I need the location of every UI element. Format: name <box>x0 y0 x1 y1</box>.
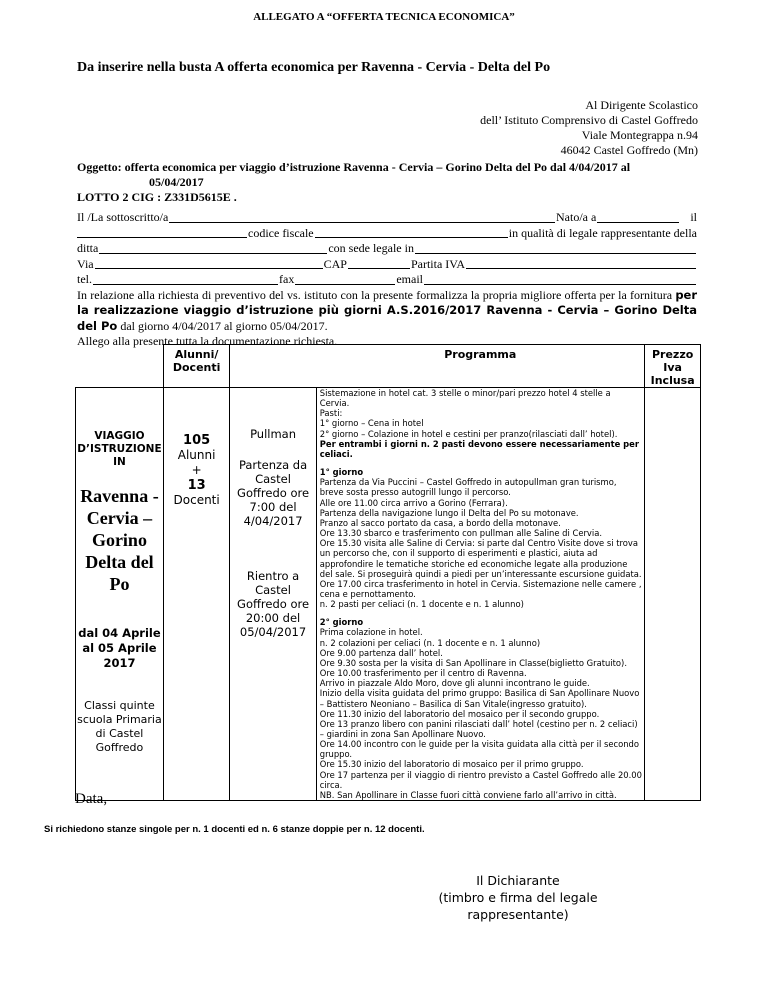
program-line: Inizio della visita guidata del primo gruppo: Basilica di San Apollinare Nuovo – Battistero Neoniano – Basilica di San Vitale(ingresso gratuito). <box>319 688 640 709</box>
partita-iva-field[interactable] <box>466 257 696 270</box>
declarant-label: Il Dichiarante <box>476 873 560 888</box>
day-title: 2° giorno <box>319 617 364 628</box>
fax-field[interactable] <box>295 272 395 285</box>
recipient-line: dell’ Istituto Comprensivo di Castel Goffredo <box>480 113 698 127</box>
program-line: n. 2 pasti per celiaci (n. 1 docente e n. 1 alunno) <box>319 599 524 610</box>
transport-mode: Pullman <box>250 427 297 441</box>
recipient-line: 46042 Castel Goffredo (Mn) <box>560 143 698 157</box>
sede-field[interactable] <box>415 241 696 254</box>
tel-field[interactable] <box>93 272 278 285</box>
form-line <box>77 241 697 257</box>
participants-cell <box>163 388 229 801</box>
via-field[interactable] <box>95 257 323 270</box>
program-line: Prima colazione in hotel. <box>319 627 423 638</box>
rooms-footnote: Si richiedono stanze singole per n. 1 docenti ed n. 6 stanze doppie per n. 12 docenti. <box>44 824 425 835</box>
field-label: con sede legale in <box>328 241 414 255</box>
program-line: Alle ore 11.00 circa arrivo a Gorino (Ferrara). <box>319 497 508 508</box>
program-intro <box>320 388 643 439</box>
program-line: Arrivo in piazzale Aldo Moro, dove gli alunni incontrano le guide. <box>319 678 590 689</box>
program-line: Partenza della navigazione lungo il Delta del Po su motonave. <box>319 507 579 518</box>
trip-dates: dal 04 Aprile al 05 Aprile 2017 <box>78 626 161 670</box>
paragraph-bold-text: per la realizzazione viaggio d’istruzione più giorni A.S.2016/2017 Ravenna - Cervia – Gorino Delta del Po <box>77 287 698 333</box>
celiac-note: Per entrambi i giorni n. 2 pasti devono essere necessariamente per celiaci. <box>319 438 639 459</box>
birthdate-field[interactable] <box>77 226 247 239</box>
field-label: Via <box>77 256 94 271</box>
codice-fiscale-field[interactable] <box>315 226 508 239</box>
docenti-label: Docenti <box>173 493 220 507</box>
field-label: Partita IVA <box>410 256 466 271</box>
program-line: Partenza da Via Puccini – Castel Goffredo in autopullman gran turismo, breve sosta presso autogrill lungo il percorso. <box>319 477 617 498</box>
table-header-row <box>76 345 701 388</box>
alunni-label: Alunni <box>177 448 216 462</box>
departure-info: Partenza da Castel Goffredo ore 7:00 del 4/04/2017 <box>237 458 310 528</box>
program-line: Ore 17.00 circa trasferimento in hotel in Cervia. Sistemazione nelle camere , cena e pernottamento. <box>319 578 642 599</box>
offer-paragraph <box>77 288 697 335</box>
header-programma: Programma <box>316 345 645 388</box>
program-line: Ore 9.00 partenza dall’ hotel. <box>319 647 443 658</box>
trip-cell <box>76 388 164 801</box>
field-label: fax <box>279 272 295 286</box>
form-line <box>77 272 697 288</box>
alunni-count: 105 <box>183 433 211 448</box>
program-line: NB. San Apollinare in Classe fuori città conviene farlo all’arrivo in città. <box>319 789 617 800</box>
table-row <box>76 388 701 801</box>
subject-line: Oggetto: offerta economica per viaggio d’istruzione Ravenna - Cervia – Gorino Delta del Po dal 4/04/2017 al <box>77 160 631 174</box>
price-cell[interactable] <box>645 388 701 801</box>
birthplace-field[interactable] <box>597 210 679 223</box>
day-title: 1° giorno <box>319 467 364 478</box>
program-line: Sistemazione in hotel cat. 3 stelle o minor/pari prezzo hotel 4 stelle a Cervia. <box>319 388 611 409</box>
ditta-field[interactable] <box>99 241 327 254</box>
paragraph-text: dal giorno 4/04/2017 al giorno 05/04/2017. <box>120 318 328 333</box>
form-line <box>77 257 697 273</box>
field-label: il <box>690 210 697 224</box>
program-line: Pranzo al sacco portato da casa, a bordo della motonave. <box>319 517 561 528</box>
field-label: email <box>396 272 423 286</box>
field-label: in qualità di legale rappresentante della <box>508 225 697 240</box>
field-label: ditta <box>77 241 99 255</box>
header-alunni: Alunni/ Docenti <box>163 345 229 388</box>
signature-block <box>388 872 648 923</box>
recipient-line: Viale Montegrappa n.94 <box>581 128 698 142</box>
declaration-form <box>77 210 697 350</box>
program-cell <box>316 388 645 801</box>
day1-program <box>320 477 643 609</box>
subject-line: 05/04/2017 <box>149 175 204 189</box>
header-empty-cell <box>76 345 164 388</box>
field-label: codice fiscale <box>248 225 314 240</box>
program-line: Ore 14.00 incontro con le guide per la visita guidata alla città per il secondo gruppo. <box>319 739 639 760</box>
field-label: Il /La sottoscritto/a <box>77 210 169 224</box>
cap-field[interactable] <box>348 257 410 270</box>
trip-label: VIAGGIO D’ISTRUZIONE IN <box>77 430 162 468</box>
recipient-block <box>480 98 698 158</box>
header-empty-cell <box>230 345 316 388</box>
form-line <box>77 226 697 242</box>
return-info: Rientro a Castel Goffredo ore 20:00 del 05/04/2017 <box>237 569 310 639</box>
trip-classes: Classi quinte scuola Primaria di Castel Goffredo <box>77 699 162 754</box>
document-subtitle: Da inserire nella busta A offerta economica per Ravenna - Cervia - Delta del Po <box>77 60 551 75</box>
program-line: Ore 10.00 trasferimento per il centro di Ravenna. <box>319 668 527 679</box>
name-field[interactable] <box>169 210 555 223</box>
recipient-line: Al Dirigente Scolastico <box>585 98 698 112</box>
program-line: 2° giorno – Colazione in hotel e cestini per pranzo(rilasciati dall’ hotel). <box>319 428 618 439</box>
program-line: 1° giorno – Cena in hotel <box>319 418 424 429</box>
date-label: Data, <box>75 791 108 807</box>
program-line: Ore 17 partenza per il viaggio di rientro previsto a Castel Goffredo alle 20.00 circa. <box>319 769 642 790</box>
stamp-signature-label: (timbro e firma del legale rappresentante) <box>438 890 598 922</box>
trip-destination: Ravenna - Cervia – Gorino Delta del Po <box>80 486 159 594</box>
day2-program <box>320 627 643 800</box>
subject-block <box>77 160 697 205</box>
field-label: Nato/a a <box>556 210 597 224</box>
email-field[interactable] <box>424 272 696 285</box>
paragraph-text: In relazione alla richiesta di preventivo del vs. istituto con la presente formalizza la propria migliore offerta per la fornitura <box>77 287 673 302</box>
program-line: Ore 15.30 visita alle Saline di Cervia: si parte dal Centro Visite dove si trova un percorso che, con il supporto di esperimenti e plastici, aiuta ad approfondire le tematiche storiche ed economiche legate alla produzione del sale. Si proseguirà quindi a piedi per un’interessante escursione guidata. <box>319 538 642 579</box>
field-label: CAP <box>323 256 347 271</box>
program-line: Ore 13.30 sbarco e trasferimento con pullman alle Saline di Cervia. <box>319 528 603 539</box>
program-line: Pasti: <box>319 408 343 419</box>
document-header-title: ALLEGATO A “OFFERTA TECNICA ECONOMICA” <box>253 11 515 23</box>
lotto-cig: LOTTO 2 CIG : Z331D5615E . <box>77 190 237 204</box>
program-intro-bold <box>320 439 643 459</box>
program-line: Ore 9.30 sosta per la visita di San Apollinare in Classe(biglietto Gratuito). <box>319 657 627 668</box>
form-line <box>77 210 697 226</box>
plus-sign: + <box>191 463 202 477</box>
field-label: tel. <box>77 272 92 286</box>
program-line: Ore 13 pranzo libero con panini rilasciati dall’ hotel (cestino per n. 2 celiaci) – giardini in zona San Apollinare Nuovo. <box>319 718 638 739</box>
program-line: Ore 15.30 inizio del laboratorio di mosaico per il primo gruppo. <box>319 759 584 770</box>
program-line: Ore 11.30 inizio del laboratorio del mosaico per il secondo gruppo. <box>319 708 600 719</box>
program-line: n. 2 colazioni per celiaci (n. 1 docente e n. 1 alunno) <box>319 637 541 648</box>
header-prezzo: Prezzo Iva Inclusa <box>645 345 701 388</box>
day1-title <box>320 467 643 477</box>
attachment-note: Allego alla presente tutta la documentazione richiesta. <box>77 334 338 348</box>
day2-title <box>320 617 643 627</box>
transport-cell <box>230 388 316 801</box>
offer-table <box>75 344 701 801</box>
docenti-count: 13 <box>187 478 206 493</box>
